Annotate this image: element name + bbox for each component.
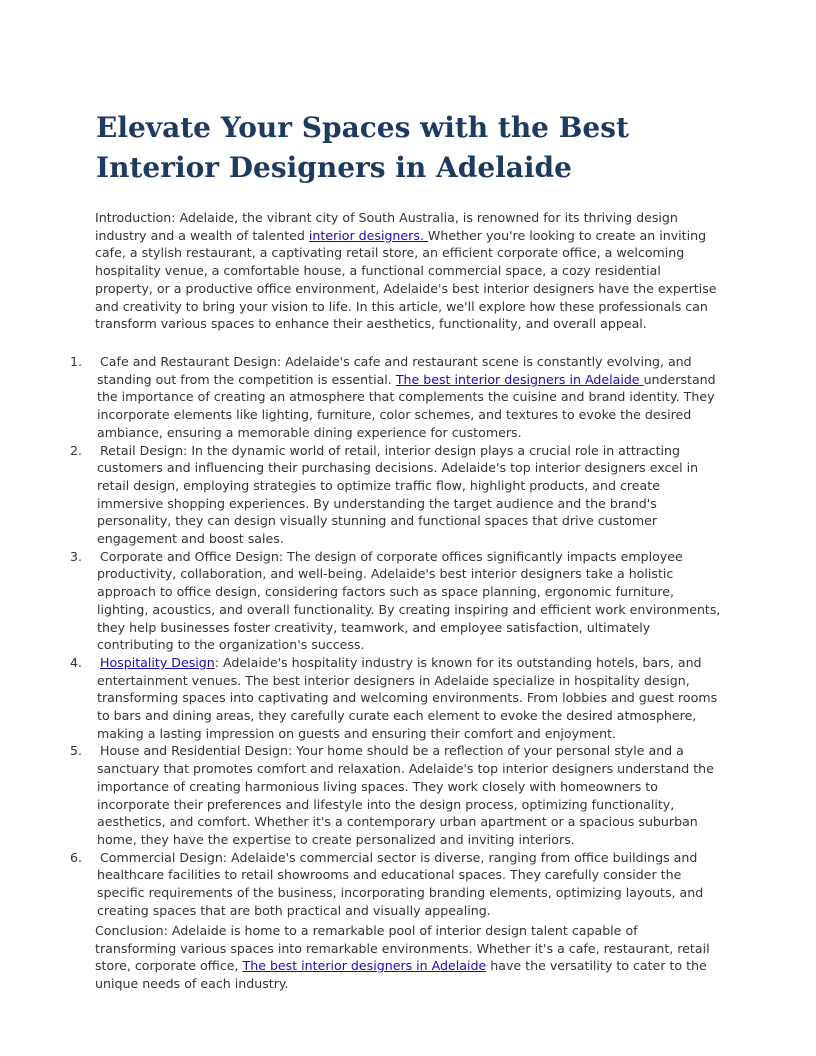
- list-item: [0, 654, 721, 743]
- conclusion-designers-link[interactable]: The best interior designers in Adelaide: [242, 958, 487, 974]
- conclusion-text-start: Conclusion: Adelaide is home to a remarkable pool of interior design talent capable of transforming various spaces into remarkable environments. Whether it's a cafe, restaurant, retail store, corporate office,: [95, 923, 710, 974]
- conclusion-paragraph: [95, 922, 720, 993]
- list-item-text: : Adelaide's hospitality industry is known for its outstanding hotels, bars, and entertainment venues. The best interior designers in Adelaide specialize in hospitality design, transforming spaces into captivating and welcoming environments. From lobbies and guest rooms to bars and dining areas, they carefully curate each element to evoke the desired atmosphere, making a lasting impression on guests and ensuring their comfort and enjoyment.: [97, 654, 718, 741]
- list-number: 4.: [70, 654, 83, 670]
- list-item-text: House and Residential Design: Your home should be a reflection of your personal style and a sanctuary that promotes comfort and relaxation. Adelaide's top interior designers understand the importance of creating harmonious living spaces. They work closely with homeowners to incorporate their preferences and lifestyle into the design process, optimizing functionality, aesthetics, and comfort. Whether it's a contemporary urban apartment or a spacious suburban home, they have the expertise to create personalized and inviting interiors.: [97, 743, 714, 847]
- list-number: 5.: [70, 743, 83, 759]
- conclusion-text-end: have the versatility to cater to the unique needs of each industry.: [95, 958, 707, 992]
- list-number: 3.: [70, 548, 83, 564]
- list-item: [0, 442, 721, 548]
- best-designers-link[interactable]: The best interior designers in Adelaide: [395, 371, 644, 387]
- list-item-text: understand the importance of creating an atmosphere that complements the cuisine and brand identity. They incorporate elements like lighting, furniture, color schemes, and textures to evoke the desired ambiance, ensuring a memorable dining experience for customers.: [97, 371, 716, 440]
- list-item-text: Commercial Design: Adelaide's commercial sector is diverse, ranging from office buildings and healthcare facilities to retail showrooms and educational spaces. They carefully consider the specific requirements of the business, incorporating branding elements, optimizing layouts, and creating spaces that are both practical and visually appealing.: [97, 849, 704, 918]
- intro-text-end: Whether you're looking to create an inviting cafe, a stylish restaurant, a captivating retail store, an efficient corporate office, a welcoming hospitality venue, a comfortable house, a functional commercial space, a cozy residential property, or a productive office environment, Adelaide's best interior designers have the expertise and creativity to bring your vision to life. In this article, we'll explore how these professionals can transform various spaces to enhance their aesthetics, functionality, and overall appeal.: [95, 227, 717, 332]
- list-item-text: Retail Design: In the dynamic world of retail, interior design plays a crucial role in attracting customers and influencing their purchasing decisions. Adelaide's top interior designers excel in retail design, employing strategies to optimize traffic flow, highlight products, and create immersive shopping experiences. By understanding the target audience and the brand's personality, they can design visually stunning and functional spaces that drive customer engagement and boost sales.: [97, 442, 699, 547]
- intro-text-start: Introduction: Adelaide, the vibrant city of South Australia, is renowned for its thriving design industry and a wealth of talented: [95, 210, 678, 243]
- list-item: [0, 548, 721, 654]
- list-number: 6.: [70, 849, 83, 865]
- intro-paragraph: [95, 209, 720, 333]
- interior-designers-link[interactable]: interior designers.: [308, 227, 428, 243]
- services-list: [0, 353, 816, 920]
- hospitality-design-link[interactable]: Hospitality Design: [100, 654, 215, 670]
- list-number: 1.: [70, 354, 83, 369]
- list-item: [0, 849, 721, 920]
- list-item: [0, 742, 721, 848]
- list-item: [0, 353, 721, 442]
- list-item-text: Cafe and Restaurant Design: Adelaide's cafe and restaurant scene is constantly evolving, and standing out from the competition is essential.: [97, 354, 692, 387]
- list-number: 2.: [70, 442, 83, 458]
- page-title: Elevate Your Spaces with the Best Interior Designers in Adelaide: [96, 111, 629, 184]
- list-item-text: Corporate and Office Design: The design of corporate offices significantly impacts employee productivity, collaboration, and well-being. Adelaide's best interior designers take a holistic approach to office design, considering factors such as space planning, ergonomic furniture, lighting, acoustics, and overall functionality. By creating inspiring and efficient work environments, they help businesses foster creativity, teamwork, and employee satisfaction, ultimately contributing to the organization's success.: [97, 548, 721, 653]
